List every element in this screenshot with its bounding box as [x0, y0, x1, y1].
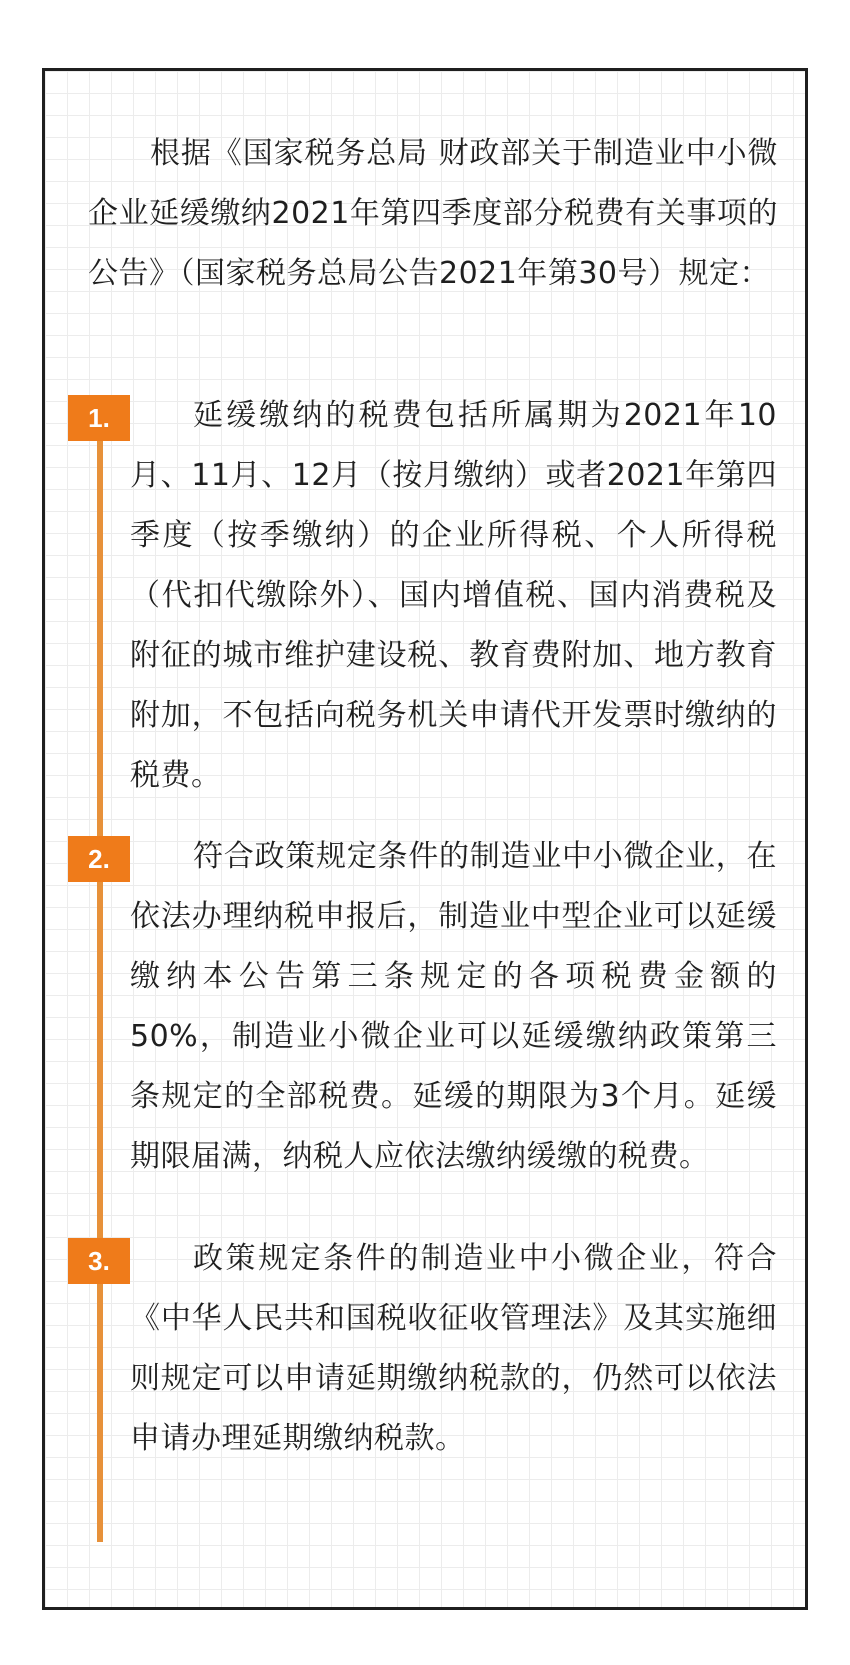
item-text-2: 符合政策规定条件的制造业中小微企业，在依法办理纳税申报后，制造业中型企业可以延缓缴纳本公告第三条规定的各项税费金额的50%，制造业小微企业可以延缓缴纳政策第三条规定的全部税费。延缓的期限为3个月。延缓期限届满，纳税人应依法缴纳缓缴的税费。	[130, 839, 777, 1174]
timeline-line	[97, 440, 103, 1542]
item-text-1: 延缓缴纳的税费包括所属期为2021年10月、11月、12月（按月缴纳）或者2021年第四季度（按季缴纳）的企业所得税、个人所得税（代扣代缴除外）、国内增值税、国内消费税及附征的城市维护建设税、教育费附加、地方教育附加，不包括向税务机关申请代开发票时缴纳的税费。	[130, 398, 777, 793]
item-number-badge-3: 3.	[68, 1238, 130, 1284]
intro-paragraph: 根据《国家税务总局 财政部关于制造业中小微企业延缓缴纳2021年第四季度部分税费有关事项的公告》（国家税务总局公告2021年第30号）规定：	[88, 136, 778, 291]
item-number-badge-2: 2.	[68, 836, 130, 882]
item-text-3: 政策规定条件的制造业中小微企业，符合《中华人民共和国税收征收管理法》及其实施细则规定可以申请延期缴纳税款的，仍然可以依法申请办理延期缴纳税款。	[130, 1241, 777, 1456]
item-number-badge-1: 1.	[68, 395, 130, 441]
